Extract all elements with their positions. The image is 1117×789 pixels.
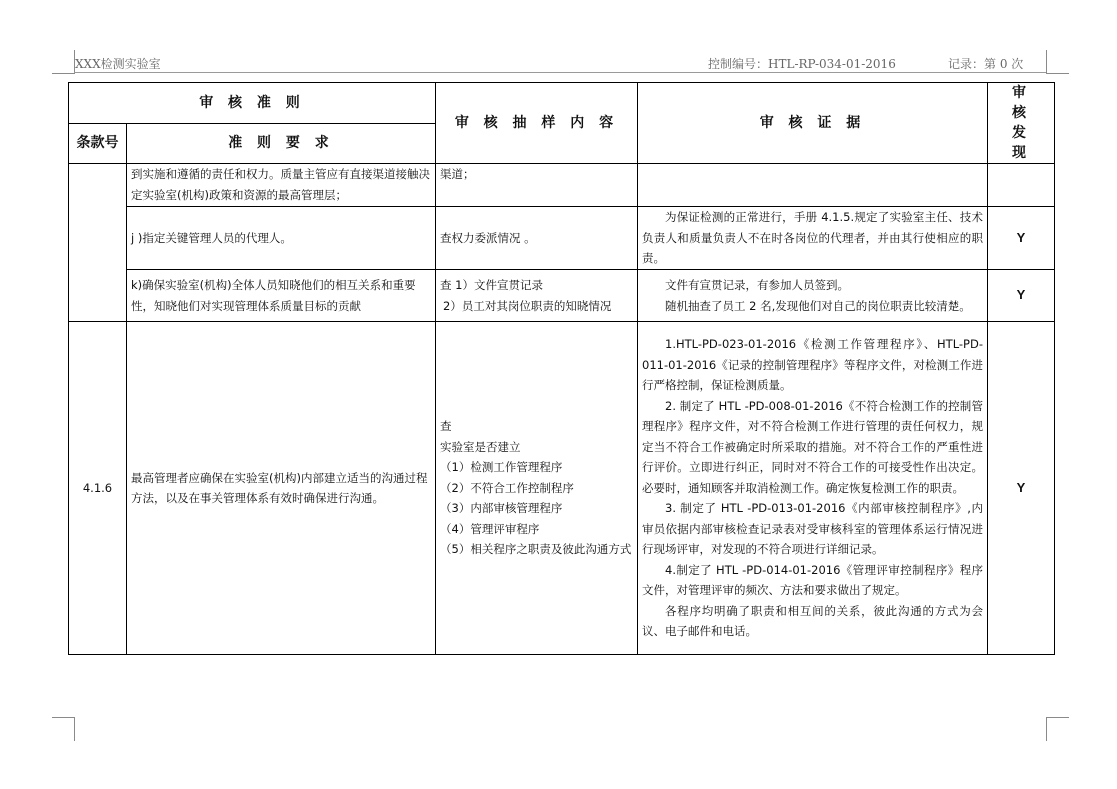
record-count: 记录：第 0 次: [948, 57, 1024, 71]
evidence-cell: [638, 270, 988, 322]
requirement-cell: 到实施和遵循的责任和权力。质量主管应有直接渠道接触决定实验室(机构)政策和资源的最高管理层；: [127, 164, 436, 207]
crop-mark-top-right-v: [1046, 50, 1047, 74]
sampling-cell: [436, 322, 638, 655]
sampling-header: 审 核 抽 样 内 容: [436, 83, 638, 164]
crop-mark-bottom-right-v: [1046, 717, 1047, 741]
evidence-paragraph: 为保证检测的正常进行，手册 4.1.5.规定了实验室主任、技术负责人和质量负责人不在时各岗位的代理者，并由其行使相应的职责。: [642, 210, 983, 266]
table-row: [69, 322, 1055, 655]
crop-mark-bottom-left-v: [74, 717, 75, 741]
sampling-cell: [436, 164, 638, 207]
crop-mark-bottom-left-h: [52, 717, 75, 718]
sampling-line: （4）管理评审程序: [440, 521, 540, 536]
evidence-paragraph: 各程序均明确了职责和相互间的关系，彼此沟通的方式为会议、电子邮件和电话。: [642, 603, 983, 639]
sampling-line: （5）相关程序之职责及彼此沟通方式: [440, 542, 632, 557]
evidence-header: 审 核 证 据: [638, 83, 988, 164]
evidence-paragraph: 文件有宣贯记录，有参加人员签到。: [665, 278, 849, 292]
sampling-line: 查: [440, 419, 452, 434]
clause-cell: [69, 164, 127, 322]
evidence-cell: [638, 322, 988, 655]
requirement-cell: k)确保实验室(机构)全体人员知晓他们的相互关系和重要性，知晓他们对实现管理体系质量目标的贡献: [127, 270, 436, 322]
criteria-header: 审 核 准 则: [69, 83, 436, 124]
finding-cell: [988, 164, 1055, 207]
sampling-line: 渠道；: [440, 167, 475, 181]
crop-mark-bottom-right-h: [1046, 717, 1069, 718]
sampling-line: 查 1）文件宣贯记录: [440, 278, 543, 292]
finding-cell: Y: [988, 207, 1055, 270]
sampling-line: 查权力委派情况 。: [440, 230, 536, 245]
requirement-cell: j )指定关键管理人员的代理人。: [127, 207, 436, 270]
crop-mark-top-left-h: [52, 73, 75, 74]
crop-mark-top-right-h: [1046, 73, 1069, 74]
sampling-cell: [436, 207, 638, 270]
evidence-paragraph: 1.HTL-PD-023-01-2016《检测工作管理程序》、HTL-PD-011-01-2016《记录的控制管理程序》等程序文件，对检测工作进行严格控制，保证检测质量。: [642, 337, 983, 393]
lab-name: XXX检测实验室: [75, 57, 161, 71]
table-row: [69, 207, 1055, 270]
table-row: [69, 164, 1055, 207]
finding-cell: Y: [988, 270, 1055, 322]
sampling-line: 实验室是否建立: [440, 439, 521, 454]
control-number: 控制编号：HTL-RP-034-01-2016: [708, 57, 896, 71]
audit-table: [68, 82, 1055, 655]
sampling-cell: [436, 270, 638, 322]
evidence-cell: [638, 164, 988, 207]
evidence-cell: [638, 207, 988, 270]
requirement-header: 准 则 要 求: [127, 123, 436, 164]
finding-cell: Y: [988, 322, 1055, 655]
sampling-line: （2）不符合工作控制程序: [440, 480, 574, 495]
evidence-paragraph: 2. 制定了 HTL -PD-008-01-2016《不符合检测工作的控制管理程序》程序文件，对不符合检测工作进行管理的责任何权力，规定当不符合工作被确定时所采取的措施。对不符合工作的严重性进行评价。立即进行纠正，同时对不符合工作的可接受性作出决定。必要时，通知顾客并取消检测工作。确定恢复检测工作的职责。: [642, 398, 983, 495]
finding-header: [988, 83, 1055, 164]
evidence-paragraph: 随机抽查了员工 2 名,发现他们对自己的岗位职责比较清楚。: [665, 298, 971, 313]
evidence-paragraph: 4.制定了 HTL -PD-014-01-2016《管理评审控制程序》程序文件，对管理评审的频次、方法和要求做出了规定。: [642, 562, 983, 598]
requirement-cell: 最高管理者应确保在实验室(机构)内部建立适当的沟通过程方法，以及在事关管理体系有效时确保进行沟通。: [127, 322, 436, 655]
clause-number-header: 条款号: [69, 123, 127, 164]
sampling-line: （1）检测工作管理程序: [440, 460, 563, 475]
finding-header-label: 审 核 发 现: [1012, 85, 1030, 161]
header-rule: [74, 72, 1046, 73]
evidence-paragraph: 3. 制定了 HTL -PD-013-01-2016《内部审核控制程序》,内审员依据内部审核检查记录表对受审核科室的管理体系运行情况进行现场评审，对发现的不符合项进行详细记录。: [642, 501, 983, 557]
clause-cell: 4.1.6: [69, 322, 127, 655]
sampling-line: （3）内部审核管理程序: [440, 501, 563, 516]
table-row: [69, 270, 1055, 322]
sampling-line: 2）员工对其岗位职责的知晓情况: [443, 298, 612, 313]
